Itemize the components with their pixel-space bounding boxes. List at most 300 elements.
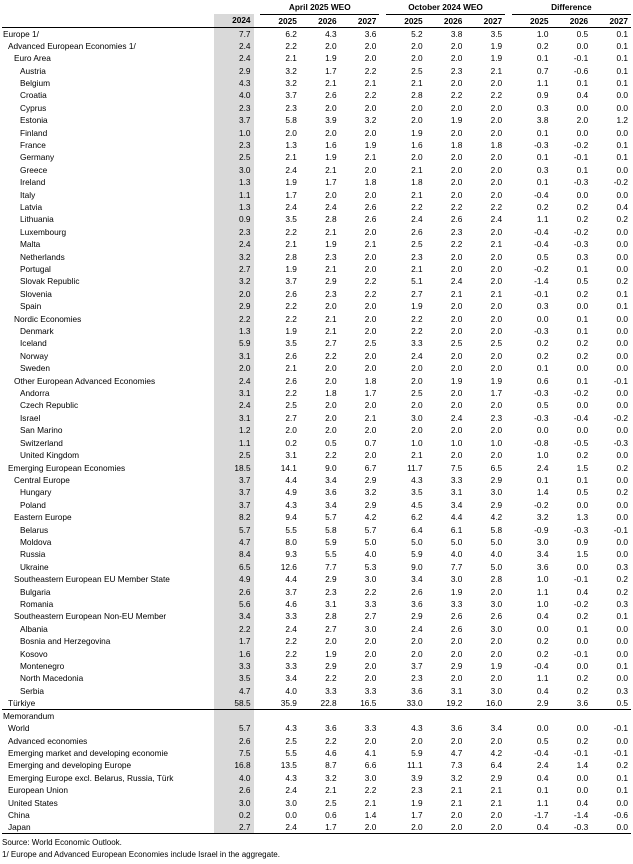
spacer-cell xyxy=(254,722,261,734)
value-cell: 0.2 xyxy=(536,40,549,51)
table-row xyxy=(2,610,631,622)
value-cell: 0.4 xyxy=(576,797,589,808)
value-cell: 3.7 xyxy=(285,90,297,101)
spacer-cell xyxy=(505,796,512,808)
spacer-cell xyxy=(254,102,261,114)
value-cell: 1.0 xyxy=(536,574,549,585)
value-cell: 0.1 xyxy=(616,40,628,51)
value-cell: 2.1 xyxy=(285,363,297,374)
spacer-cell xyxy=(254,573,261,585)
value-cell: 1.8 xyxy=(364,375,377,386)
value-cell: 3.0 xyxy=(490,685,503,696)
value-cell: -0.1 xyxy=(534,288,549,299)
value-cell: 3.0 xyxy=(214,796,254,808)
year-header: 2027 xyxy=(591,14,631,27)
spacer-cell xyxy=(379,288,386,300)
spacer-cell xyxy=(379,449,386,461)
value-cell: 4.7 xyxy=(214,536,254,548)
table-row xyxy=(2,437,631,449)
spacer-cell xyxy=(254,511,261,523)
value-cell: 0.5 xyxy=(576,28,589,39)
row-label: Andorra xyxy=(20,388,50,399)
table-row xyxy=(2,685,631,697)
value-cell: 5.9 xyxy=(411,549,423,560)
value-cell: 3.3 xyxy=(285,611,297,622)
value-cell: 0.1 xyxy=(576,164,589,175)
value-cell: 0.0 xyxy=(576,636,589,647)
value-cell: 3.8 xyxy=(450,28,463,39)
row-label: Russia xyxy=(20,549,46,560)
spacer-cell xyxy=(379,374,386,386)
value-cell: 2.0 xyxy=(325,400,337,411)
value-cell: 2.0 xyxy=(325,412,337,423)
value-cell: 0.0 xyxy=(576,102,589,113)
spacer-cell xyxy=(379,585,386,597)
spacer-cell xyxy=(254,238,261,250)
value-cell: 2.3 xyxy=(411,673,423,684)
value-cell: 2.5 xyxy=(214,449,254,461)
table-body xyxy=(2,27,631,834)
value-cell xyxy=(465,710,505,723)
value-cell: -0.2 xyxy=(613,412,628,423)
spacer-cell xyxy=(379,337,386,349)
value-cell: 0.0 xyxy=(616,400,628,411)
spacer-cell xyxy=(505,213,512,225)
row-label: Montenegro xyxy=(20,661,65,672)
value-cell: 5.6 xyxy=(214,598,254,610)
value-cell: 3.1 xyxy=(214,412,254,424)
value-cell: 1.8 xyxy=(450,139,463,150)
value-cell: 2.8 xyxy=(490,574,503,585)
value-cell: 2.0 xyxy=(411,375,423,386)
value-cell: 1.9 xyxy=(364,139,377,150)
value-cell: 2.0 xyxy=(490,115,503,126)
value-cell: 2.0 xyxy=(411,152,423,163)
value-cell: -0.2 xyxy=(573,226,589,237)
spacer-cell xyxy=(505,374,512,386)
value-cell: 2.4 xyxy=(285,785,297,796)
spacer-cell xyxy=(505,635,512,647)
spacer-cell xyxy=(379,548,386,560)
value-cell: 2.0 xyxy=(364,661,377,672)
value-cell: 1.8 xyxy=(411,177,423,188)
value-cell: 2.1 xyxy=(325,164,337,175)
spacer-cell xyxy=(505,734,512,746)
value-cell: 2.0 xyxy=(364,735,377,746)
row-label: Lithuania xyxy=(20,214,54,225)
row-label: Euro Area xyxy=(14,53,51,64)
value-cell: 2.4 xyxy=(214,40,254,52)
row-label: Iceland xyxy=(20,338,47,349)
row-label: Poland xyxy=(20,499,46,510)
table-row xyxy=(2,288,631,300)
value-cell: 4.7 xyxy=(450,748,463,759)
year-header: 2026 xyxy=(300,14,340,27)
value-cell: 2.1 xyxy=(450,797,463,808)
value-cell: 2.1 xyxy=(364,239,377,250)
value-cell: 2.1 xyxy=(285,152,297,163)
value-cell: 2.1 xyxy=(364,152,377,163)
value-cell: 9.4 xyxy=(285,512,297,523)
value-cell: 3.4 xyxy=(411,574,423,585)
row-label: Emerging Europe excl. Belarus, Russia, Türk xyxy=(8,772,174,783)
value-cell: 2.9 xyxy=(490,772,503,783)
value-cell: 1.7 xyxy=(300,821,340,834)
value-cell: 1.2 xyxy=(616,115,628,126)
value-cell: 0.0 xyxy=(576,363,589,374)
value-cell: 2.3 xyxy=(214,226,254,238)
value-cell: 2.8 xyxy=(411,90,423,101)
value-cell: 2.6 xyxy=(285,288,297,299)
value-cell: 1.9 xyxy=(285,177,297,188)
value-cell: 58.5 xyxy=(214,697,254,710)
value-cell: 0.3 xyxy=(536,164,549,175)
value-cell: 2.2 xyxy=(285,40,297,51)
spacer-cell xyxy=(379,660,386,672)
row-label: Belgium xyxy=(20,77,50,88)
value-cell: 2.9 xyxy=(214,64,254,76)
value-cell: 7.7 xyxy=(325,561,337,572)
table-row xyxy=(2,102,631,114)
spacer-cell xyxy=(254,821,261,834)
value-cell: 0.1 xyxy=(536,53,549,64)
table-row xyxy=(2,40,631,52)
row-label: Latvia xyxy=(20,201,43,212)
value-cell: 0.2 xyxy=(576,214,589,225)
spacer-cell xyxy=(379,759,386,771)
value-cell: 1.0 xyxy=(411,437,423,448)
spacer-cell xyxy=(505,759,512,771)
table-row xyxy=(2,362,631,374)
value-cell: -0.8 xyxy=(534,437,549,448)
table-row xyxy=(2,399,631,411)
spacer-cell xyxy=(254,139,261,151)
value-cell: -0.4 xyxy=(534,226,549,237)
value-cell: 2.1 xyxy=(325,785,337,796)
value-cell: 2.2 xyxy=(490,201,503,212)
spacer-cell xyxy=(379,300,386,312)
value-cell: 2.7 xyxy=(214,263,254,275)
spacer-cell xyxy=(505,685,512,697)
value-cell: 2.9 xyxy=(450,661,463,672)
value-cell: 3.3 xyxy=(325,685,337,696)
row-label: Italy xyxy=(20,189,36,200)
value-cell: 2.0 xyxy=(490,636,503,647)
value-cell: 2.6 xyxy=(450,623,463,634)
value-cell: 0.1 xyxy=(616,301,628,312)
table-row xyxy=(2,139,631,151)
value-cell: -0.1 xyxy=(613,723,628,734)
value-cell: 2.0 xyxy=(411,115,423,126)
table-row xyxy=(2,188,631,200)
table-row xyxy=(2,809,631,821)
value-cell: 0.0 xyxy=(616,264,628,275)
spacer-cell xyxy=(505,238,512,250)
value-cell: 0.0 xyxy=(616,425,628,436)
spacer-cell xyxy=(379,250,386,262)
value-cell: 2.0 xyxy=(450,450,463,461)
spacer-cell xyxy=(254,561,261,573)
value-cell: 3.2 xyxy=(214,275,254,287)
table-row xyxy=(2,623,631,635)
spacer-cell xyxy=(254,536,261,548)
value-cell: 2.2 xyxy=(490,90,503,101)
value-cell: 2.5 xyxy=(214,151,254,163)
value-cell: 5.0 xyxy=(450,536,463,547)
value-cell: 3.3 xyxy=(411,338,423,349)
value-cell: 1.5 xyxy=(576,462,589,473)
value-cell: 2.0 xyxy=(364,425,377,436)
value-cell: 0.6 xyxy=(536,375,549,386)
spacer-cell xyxy=(505,114,512,126)
value-cell: 2.0 xyxy=(490,735,503,746)
row-label: Bosnia and Herzegovina xyxy=(20,636,111,647)
value-cell: 2.0 xyxy=(364,673,377,684)
spacer-cell xyxy=(379,27,386,40)
value-cell: 3.2 xyxy=(325,772,337,783)
row-label: World xyxy=(8,723,30,734)
value-cell: 0.5 xyxy=(576,276,589,287)
table-row xyxy=(2,759,631,771)
value-cell: 0.0 xyxy=(616,623,628,634)
spacer-cell xyxy=(254,548,261,560)
table-row xyxy=(2,350,631,362)
value-cell: 2.0 xyxy=(450,189,463,200)
value-cell: 0.0 xyxy=(285,810,297,821)
spacer-cell xyxy=(379,635,386,647)
value-cell: -0.1 xyxy=(613,375,628,386)
value-cell: 2.0 xyxy=(325,301,337,312)
value-cell: 14.1 xyxy=(280,462,297,473)
value-cell: 4.9 xyxy=(214,573,254,585)
value-cell: 2.0 xyxy=(325,189,337,200)
value-cell: 3.9 xyxy=(325,115,337,126)
value-cell: 1.9 xyxy=(325,239,337,250)
value-cell: 2.1 xyxy=(325,77,337,88)
value-cell: 3.7 xyxy=(214,114,254,126)
spacer-cell xyxy=(379,461,386,473)
value-cell: 5.9 xyxy=(214,337,254,349)
value-cell: 0.3 xyxy=(536,301,549,312)
spacer-cell xyxy=(254,784,261,796)
value-cell: 0.0 xyxy=(576,785,589,796)
value-cell: 5.7 xyxy=(214,523,254,535)
value-cell: -0.1 xyxy=(573,53,589,64)
value-cell: 2.2 xyxy=(285,313,297,324)
value-cell: 3.4 xyxy=(325,499,337,510)
value-cell: 3.3 xyxy=(285,661,297,672)
row-label: Norway xyxy=(20,350,49,361)
value-cell: 2.6 xyxy=(490,611,503,622)
value-cell: 1.6 xyxy=(214,647,254,659)
value-cell: 2.9 xyxy=(214,300,254,312)
value-cell: 4.0 xyxy=(285,685,297,696)
value-cell: 0.3 xyxy=(616,561,628,572)
row-label: Türkiye xyxy=(2,697,214,710)
value-cell: 0.3 xyxy=(536,102,549,113)
value-cell: 2.1 xyxy=(411,164,423,175)
value-cell: 2.0 xyxy=(450,301,463,312)
header-group-row xyxy=(2,1,631,14)
value-cell: 2.1 xyxy=(411,450,423,461)
year-header: 2025 xyxy=(386,14,426,27)
spacer-cell xyxy=(379,536,386,548)
value-cell: 1.7 xyxy=(325,65,337,76)
value-cell: 2.2 xyxy=(450,239,463,250)
row-label: Sweden xyxy=(20,363,50,374)
value-cell: 5.8 xyxy=(325,524,337,535)
value-cell: 2.3 xyxy=(450,226,463,237)
value-cell: 2.0 xyxy=(450,673,463,684)
value-cell: 2.2 xyxy=(325,450,337,461)
value-cell: 7.3 xyxy=(450,760,463,771)
value-cell: 2.4 xyxy=(536,760,549,771)
value-cell: 2.0 xyxy=(364,164,377,175)
spacer-cell xyxy=(254,52,261,64)
spacer-cell xyxy=(505,437,512,449)
value-cell: 2.4 xyxy=(285,164,297,175)
value-cell: 3.2 xyxy=(536,512,549,523)
value-cell: 2.1 xyxy=(325,326,337,337)
value-cell: 0.4 xyxy=(616,201,628,212)
row-label: Switzerland xyxy=(20,437,63,448)
value-cell: 1.1 xyxy=(214,437,254,449)
value-cell: 1.9 xyxy=(411,797,423,808)
value-cell: 3.0 xyxy=(364,772,377,783)
value-cell: 0.3 xyxy=(616,598,628,609)
value-cell: 2.3 xyxy=(325,251,337,262)
spacer-cell xyxy=(254,449,261,461)
value-cell: 3.2 xyxy=(450,772,463,783)
value-cell: 0.7 xyxy=(364,437,377,448)
row-label: Israel xyxy=(20,412,41,423)
spacer-cell xyxy=(254,747,261,759)
value-cell: 2.4 xyxy=(260,821,300,834)
value-cell: -1.7 xyxy=(534,810,549,821)
spacer-cell xyxy=(379,164,386,176)
value-cell: 0.2 xyxy=(536,636,549,647)
value-cell: 2.0 xyxy=(214,288,254,300)
value-cell: 2.5 xyxy=(364,338,377,349)
value-cell: 2.5 xyxy=(490,338,503,349)
value-cell: 0.0 xyxy=(536,425,549,436)
value-cell: 2.0 xyxy=(364,40,377,51)
spacer-cell xyxy=(505,77,512,89)
value-cell: 2.9 xyxy=(490,474,503,485)
value-cell: 1.9 xyxy=(285,326,297,337)
spacer-cell xyxy=(254,647,261,659)
table-row xyxy=(2,300,631,312)
row-label: Hungary xyxy=(20,487,52,498)
value-cell: 2.6 xyxy=(214,585,254,597)
value-cell: 0.4 xyxy=(576,586,589,597)
value-cell: 3.3 xyxy=(450,474,463,485)
spacer-cell xyxy=(379,511,386,523)
spacer-cell xyxy=(254,89,261,101)
row-label: Advanced European Economies 1/ xyxy=(8,40,136,51)
value-cell: 4.0 xyxy=(450,549,463,560)
value-cell: 3.1 xyxy=(214,387,254,399)
spacer-cell xyxy=(254,672,261,684)
value-cell: 4.4 xyxy=(285,574,297,585)
value-cell: 2.1 xyxy=(490,239,503,250)
table-row xyxy=(2,337,631,349)
spacer-cell xyxy=(505,288,512,300)
spacer-cell xyxy=(505,523,512,535)
row-label: Albania xyxy=(20,623,48,634)
value-cell: 12.6 xyxy=(280,561,297,572)
value-cell: 0.0 xyxy=(536,313,549,324)
value-cell: 1.6 xyxy=(411,139,423,150)
value-cell: 2.0 xyxy=(490,586,503,597)
table-row xyxy=(2,635,631,647)
spacer-cell xyxy=(505,647,512,659)
value-cell: 7.7 xyxy=(450,561,463,572)
spacer-cell xyxy=(379,437,386,449)
spacer-cell xyxy=(254,399,261,411)
value-cell: 1.0 xyxy=(490,437,503,448)
value-cell: 4.0 xyxy=(214,89,254,101)
year-header: 2025 xyxy=(260,14,300,27)
value-cell: 0.0 xyxy=(616,350,628,361)
spacer-cell xyxy=(505,747,512,759)
value-cell: 2.0 xyxy=(490,810,503,821)
value-cell: 2.2 xyxy=(285,636,297,647)
value-cell: 0.3 xyxy=(616,685,628,696)
spacer-cell xyxy=(379,77,386,89)
value-cell: 1.9 xyxy=(490,661,503,672)
table-row xyxy=(2,474,631,486)
value-cell: 2.0 xyxy=(490,648,503,659)
value-cell: 4.0 xyxy=(490,549,503,560)
spacer-cell xyxy=(505,573,512,585)
row-label: Eastern Europe xyxy=(14,512,72,523)
value-cell: 16.8 xyxy=(214,759,254,771)
spacer-cell xyxy=(505,89,512,101)
value-cell: 2.0 xyxy=(450,127,463,138)
spacer-cell xyxy=(379,275,386,287)
spacer-cell xyxy=(505,809,512,821)
spacer-cell xyxy=(254,486,261,498)
value-cell: 2.0 xyxy=(285,127,297,138)
spacer-cell xyxy=(254,387,261,399)
table-row xyxy=(2,89,631,101)
value-cell: 3.7 xyxy=(285,586,297,597)
spacer-cell xyxy=(254,288,261,300)
value-cell: 3.1 xyxy=(325,598,337,609)
value-cell: 0.1 xyxy=(536,152,549,163)
spacer-cell xyxy=(254,312,261,324)
table-row xyxy=(2,412,631,424)
value-cell: 6.2 xyxy=(285,28,297,39)
value-cell: 4.6 xyxy=(325,748,337,759)
table-row xyxy=(2,374,631,386)
value-cell: -0.1 xyxy=(573,574,589,585)
value-cell: 2.5 xyxy=(450,338,463,349)
value-cell: 2.0 xyxy=(465,821,505,834)
value-cell: -0.6 xyxy=(573,65,589,76)
value-cell: 2.1 xyxy=(325,313,337,324)
value-cell: 2.0 xyxy=(490,177,503,188)
value-cell: 2.6 xyxy=(364,214,377,225)
value-cell: 2.0 xyxy=(325,127,337,138)
value-cell: 2.0 xyxy=(450,264,463,275)
spacer-cell xyxy=(379,213,386,225)
value-cell: 2.1 xyxy=(490,288,503,299)
value-cell: 0.0 xyxy=(616,164,628,175)
spacer-cell xyxy=(505,188,512,200)
value-cell: 5.7 xyxy=(214,722,254,734)
